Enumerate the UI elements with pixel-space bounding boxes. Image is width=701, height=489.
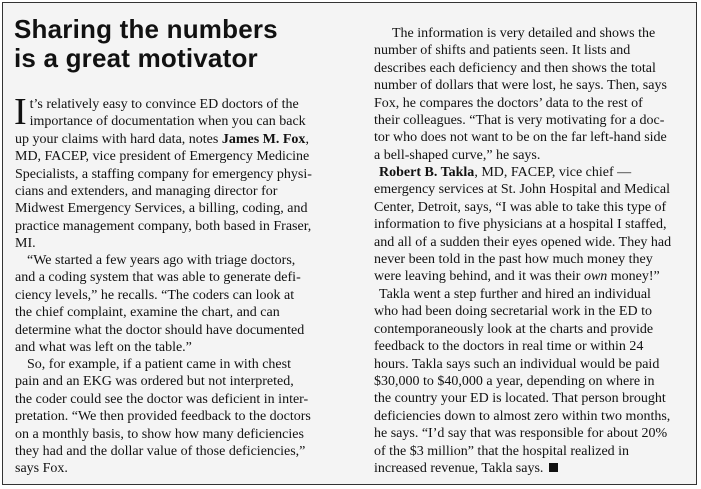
text-line: their colleagues. “That is very motivating for a doc-: [374, 113, 665, 129]
end-mark-icon: [549, 463, 558, 472]
text-line: and all of a sudden their eyes opened wide. They had: [374, 234, 672, 250]
text-line: pretation. “We then provided feedback to the doctors: [15, 409, 311, 425]
drop-cap: I: [14, 91, 27, 133]
text-line: So, for example, if a patient came in with chest: [27, 357, 291, 372]
title-line-1: Sharing the numbers: [14, 14, 278, 44]
text-line: a bell-shaped curve,” he says.: [374, 147, 541, 163]
text-line: describes each deficiency and then shows the total: [374, 60, 656, 76]
text-line: they had and the dollar value of those deficiencies,”: [15, 444, 306, 460]
text-line: the chief complaint, examine the chart, and can: [15, 305, 280, 321]
emphasis: own: [583, 269, 608, 285]
text-line: determine what the doctor should have documented: [15, 322, 305, 338]
text-line: on a monthly basis, to show how many deficiencies: [15, 426, 304, 442]
text-line: importance of documentation when you can back: [29, 114, 306, 130]
text-line: information to five physicians at a hospital I staffed,: [374, 217, 667, 233]
text-line: increased revenue, Takla says.: [374, 460, 689, 477]
text-line: were leaving behind, and it was their own money!”: [374, 269, 660, 285]
text-line: t’s relatively easy to convince ED doctors of the: [29, 97, 299, 112]
text-line: number of dollars that were lost, he says. Then, says: [374, 78, 667, 94]
text-line: Center, Detroit, says, “I was able to take this type of: [374, 199, 667, 215]
text-line: and what was left on the table.”: [15, 340, 192, 356]
title-line-2: is a great motivator: [14, 43, 258, 73]
text-line: emergency services at St. John Hospital and Medical: [374, 182, 670, 198]
text-line: cians and extenders, and managing director for: [15, 184, 278, 200]
text-line: Midwest Emergency Services, a billing, coding, and: [15, 201, 308, 217]
text-line: Fox, he compares the doctors’ data to the rest of: [374, 95, 643, 111]
text-line: The information is very detailed and shows the: [392, 26, 656, 41]
text-line: tor who does not want to be on the far left-hand side: [374, 130, 667, 146]
text-line: up your claims with hard data, notes James M. Fox,: [15, 131, 309, 147]
text-line: $30,000 to $40,000 a year, depending on where in: [374, 374, 655, 390]
text-line: and a coding system that was able to generate defi-: [15, 270, 301, 286]
text-line: contemporaneously look at the charts and provide: [374, 321, 654, 337]
left-paragraph-1: [14, 91, 333, 253]
text-line: who had been doing secretarial work in the ED to: [374, 304, 652, 320]
person-name: James M. Fox: [221, 131, 306, 147]
text-line: Takla went a step further and hired an individual: [379, 287, 651, 302]
text-line: feedback to the doctors in real time or within 24: [374, 339, 644, 355]
left-paragraph-3: [15, 356, 333, 478]
text-line: the coder could see the doctor was deficient in inter-: [15, 391, 309, 407]
right-paragraph-2: [374, 164, 689, 286]
article-title: [14, 15, 278, 73]
text-line: says Fox.: [15, 461, 68, 477]
text-line: the country your ED is located. That person brought: [374, 391, 666, 407]
text-line: “We started a few years ago with triage doctors,: [27, 253, 296, 268]
article-box: [2, 2, 697, 485]
text-line: he says. “I’d say that was responsible for about 20%: [374, 426, 668, 442]
person-name: Robert B. Takla: [379, 165, 475, 180]
text-line: ciency levels,” he recalls. “The coders can look at: [15, 287, 295, 303]
text-line: number of shifts and patients seen. It lists and: [374, 43, 631, 59]
text-line: MI.: [15, 236, 36, 252]
text-line: deficiencies down to almost zero within two months,: [374, 408, 671, 424]
text-line: Specialists, a staffing company for emergency physi-: [15, 166, 312, 182]
right-paragraph-3: [374, 286, 689, 477]
text-line: pain and an EKG was ordered but not interpreted,: [15, 374, 294, 390]
text-line: of the $3 million” that the hospital realized in: [374, 443, 630, 459]
text-line: MD, FACEP, vice president of Emergency Medicine: [15, 149, 310, 165]
right-paragraph-1: [374, 25, 689, 164]
text-line: hours. Takla says such an individual would be paid: [374, 356, 660, 372]
text-line: never been told in the past how much money they: [374, 252, 653, 268]
text-line: practice management company, both based in Fraser,: [15, 218, 312, 234]
left-paragraph-2: [15, 252, 333, 356]
text-line: Robert B. Takla, MD, FACEP, vice chief —: [379, 165, 632, 180]
